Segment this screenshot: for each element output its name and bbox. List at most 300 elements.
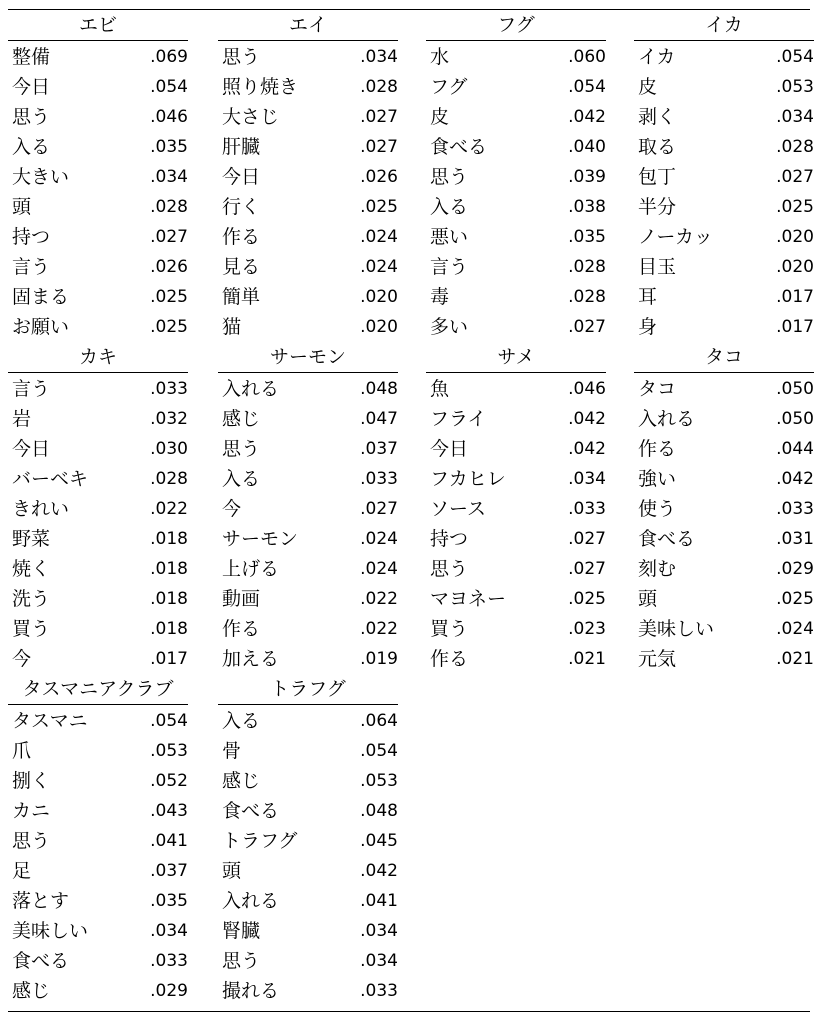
value-cell: .038 bbox=[568, 197, 606, 217]
word-cell: 腎臓 bbox=[222, 920, 261, 942]
value-cell: .026 bbox=[360, 167, 398, 187]
value-cell: .034 bbox=[360, 951, 398, 971]
word-cell: 感じ bbox=[222, 770, 261, 792]
word-cell: 美味しい bbox=[638, 618, 715, 640]
word-cell: 感じ bbox=[12, 980, 51, 1002]
group-header: タコ bbox=[704, 346, 743, 368]
table-row bbox=[218, 42, 398, 72]
group-header: タスマニアクラブ bbox=[22, 678, 174, 700]
table-row bbox=[218, 434, 398, 464]
value-cell: .018 bbox=[150, 559, 188, 579]
word-cell: フカヒレ bbox=[430, 468, 506, 490]
value-cell: .024 bbox=[360, 227, 398, 247]
value-cell: .019 bbox=[360, 649, 398, 669]
table-row bbox=[8, 584, 188, 614]
value-cell: .069 bbox=[150, 47, 188, 67]
table-row bbox=[634, 222, 814, 252]
word-cell: 岩 bbox=[12, 408, 32, 430]
value-cell: .033 bbox=[150, 379, 188, 399]
table-row bbox=[634, 584, 814, 614]
word-cell: 加える bbox=[222, 648, 280, 670]
value-cell: .023 bbox=[568, 619, 606, 639]
table-row bbox=[218, 826, 398, 856]
word-cell: 入る bbox=[222, 468, 261, 490]
table-row bbox=[426, 404, 606, 434]
word-cell: 毒 bbox=[430, 286, 450, 308]
table-group bbox=[218, 10, 398, 340]
value-cell: .052 bbox=[150, 771, 188, 791]
value-cell: .022 bbox=[360, 589, 398, 609]
table-row bbox=[218, 374, 398, 404]
value-cell: .018 bbox=[150, 619, 188, 639]
word-cell: 包丁 bbox=[638, 166, 677, 188]
value-cell: .034 bbox=[568, 469, 606, 489]
value-cell: .041 bbox=[360, 891, 398, 911]
group-header: イカ bbox=[705, 14, 743, 36]
table-row bbox=[634, 192, 814, 222]
group-header: トラフグ bbox=[270, 678, 346, 700]
value-cell: .017 bbox=[776, 287, 814, 307]
value-cell: .053 bbox=[360, 771, 398, 791]
word-cell: 猫 bbox=[222, 316, 242, 338]
table-row bbox=[218, 404, 398, 434]
value-cell: .033 bbox=[776, 499, 814, 519]
word-cell: フライ bbox=[430, 408, 487, 430]
group-header-rule bbox=[634, 372, 814, 373]
group-header-rule bbox=[8, 704, 188, 705]
value-cell: .021 bbox=[776, 649, 814, 669]
word-cell: 元気 bbox=[638, 648, 677, 670]
value-cell: .053 bbox=[776, 77, 814, 97]
table-group bbox=[426, 342, 606, 672]
word-cell: サーモン bbox=[222, 528, 299, 550]
word-cell: きれい bbox=[12, 498, 70, 520]
word-cell: 整備 bbox=[12, 46, 51, 68]
group-header-rule bbox=[8, 40, 188, 41]
value-cell: .054 bbox=[776, 47, 814, 67]
word-cell: 動画 bbox=[222, 588, 261, 610]
word-cell: 上げる bbox=[222, 558, 280, 580]
word-cell: 作る bbox=[638, 438, 677, 460]
word-cell: トラフグ bbox=[222, 830, 298, 852]
table-row bbox=[426, 434, 606, 464]
table-row bbox=[218, 524, 398, 554]
word-cell: 食べる bbox=[12, 950, 70, 972]
group-header: サメ bbox=[497, 346, 535, 368]
word-cell: 思う bbox=[222, 46, 261, 68]
table-row bbox=[218, 192, 398, 222]
table-row bbox=[634, 252, 814, 282]
value-cell: .034 bbox=[776, 107, 814, 127]
table-row bbox=[8, 494, 188, 524]
word-cell: 身 bbox=[638, 316, 658, 338]
word-cell: 焼く bbox=[12, 558, 51, 580]
word-cell: タスマニ bbox=[12, 710, 88, 732]
word-cell: 思う bbox=[12, 106, 51, 128]
value-cell: .033 bbox=[360, 469, 398, 489]
table-group bbox=[218, 342, 398, 672]
value-cell: .039 bbox=[568, 167, 606, 187]
table-group bbox=[8, 674, 188, 1004]
word-cell: 思う bbox=[430, 558, 469, 580]
word-cell: フグ bbox=[430, 76, 468, 98]
value-cell: .020 bbox=[776, 227, 814, 247]
table-row bbox=[8, 434, 188, 464]
word-cell: 耳 bbox=[638, 286, 658, 308]
word-cell: バーベキ bbox=[12, 468, 89, 490]
value-cell: .017 bbox=[776, 317, 814, 337]
table-group bbox=[634, 10, 814, 340]
word-cell: 入る bbox=[430, 196, 469, 218]
table-bottom-rule bbox=[8, 1011, 810, 1012]
table-block bbox=[8, 674, 810, 1004]
word-cell: 入れる bbox=[222, 890, 280, 912]
table-row bbox=[218, 464, 398, 494]
table-row bbox=[218, 644, 398, 674]
table-row bbox=[634, 644, 814, 674]
word-cell: 落とす bbox=[12, 890, 70, 912]
value-cell: .027 bbox=[568, 317, 606, 337]
word-cell: 思う bbox=[222, 438, 261, 460]
table-row bbox=[426, 464, 606, 494]
value-cell: .048 bbox=[360, 801, 398, 821]
value-cell: .028 bbox=[568, 287, 606, 307]
word-cell: 作る bbox=[430, 648, 469, 670]
word-cell: ノーカッ bbox=[638, 226, 713, 248]
word-cell: 野菜 bbox=[12, 528, 51, 550]
value-cell: .054 bbox=[150, 77, 188, 97]
word-cell: タコ bbox=[638, 378, 677, 400]
table-row bbox=[634, 434, 814, 464]
word-cell: 入る bbox=[12, 136, 51, 158]
table-group bbox=[8, 10, 188, 340]
word-cell: 思う bbox=[222, 950, 261, 972]
word-cell: 固まる bbox=[12, 286, 70, 308]
word-cell: 今日 bbox=[430, 438, 469, 460]
word-cell: 今 bbox=[222, 498, 242, 520]
value-cell: .031 bbox=[776, 529, 814, 549]
word-cell: 皮 bbox=[638, 76, 658, 98]
value-cell: .033 bbox=[568, 499, 606, 519]
value-cell: .034 bbox=[150, 167, 188, 187]
value-cell: .044 bbox=[776, 439, 814, 459]
value-cell: .046 bbox=[568, 379, 606, 399]
value-cell: .032 bbox=[150, 409, 188, 429]
word-cell: 今日 bbox=[12, 76, 51, 98]
table-group bbox=[218, 674, 398, 1004]
group-header: サーモン bbox=[269, 346, 346, 368]
table-row bbox=[426, 494, 606, 524]
value-cell: .034 bbox=[150, 921, 188, 941]
word-cell: 入る bbox=[222, 710, 261, 732]
value-cell: .024 bbox=[360, 559, 398, 579]
value-cell: .025 bbox=[776, 197, 814, 217]
value-cell: .041 bbox=[150, 831, 188, 851]
value-cell: .054 bbox=[360, 741, 398, 761]
table-row bbox=[634, 312, 814, 342]
word-cell: お願い bbox=[12, 316, 70, 338]
value-cell: .024 bbox=[360, 529, 398, 549]
group-header-rule bbox=[218, 40, 398, 41]
table-row bbox=[634, 42, 814, 72]
word-cell: 美味しい bbox=[12, 920, 89, 942]
value-cell: .025 bbox=[776, 589, 814, 609]
table-row bbox=[8, 856, 188, 886]
table-row bbox=[8, 644, 188, 674]
word-cell: 半分 bbox=[638, 196, 677, 218]
value-cell: .027 bbox=[360, 137, 398, 157]
table-row bbox=[218, 162, 398, 192]
table-row bbox=[8, 524, 188, 554]
table-group bbox=[426, 10, 606, 340]
value-cell: .018 bbox=[150, 589, 188, 609]
table-row bbox=[8, 374, 188, 404]
word-cell: 洗う bbox=[12, 588, 51, 610]
table-row bbox=[8, 312, 188, 342]
table-row bbox=[218, 976, 398, 1006]
word-cell: 言う bbox=[430, 256, 469, 278]
word-cell: 言う bbox=[12, 378, 51, 400]
word-cell: 感じ bbox=[222, 408, 261, 430]
value-cell: .027 bbox=[150, 227, 188, 247]
word-cell: 刻む bbox=[638, 558, 677, 580]
value-cell: .042 bbox=[568, 439, 606, 459]
word-cell: 骨 bbox=[222, 740, 242, 762]
value-cell: .029 bbox=[776, 559, 814, 579]
word-cell: 食べる bbox=[222, 800, 280, 822]
value-cell: .021 bbox=[568, 649, 606, 669]
word-cell: 捌く bbox=[12, 770, 51, 792]
table-row bbox=[218, 72, 398, 102]
word-cell: マヨネー bbox=[430, 588, 507, 610]
table-block bbox=[8, 10, 814, 340]
value-cell: .025 bbox=[568, 589, 606, 609]
value-cell: .048 bbox=[360, 379, 398, 399]
word-cell: 目玉 bbox=[638, 256, 677, 278]
value-cell: .027 bbox=[360, 107, 398, 127]
word-cell: 作る bbox=[222, 618, 261, 640]
value-cell: .018 bbox=[150, 529, 188, 549]
table-row bbox=[634, 404, 814, 434]
table-row bbox=[8, 282, 188, 312]
table-row bbox=[218, 584, 398, 614]
value-cell: .037 bbox=[150, 861, 188, 881]
table-row bbox=[218, 946, 398, 976]
value-cell: .027 bbox=[776, 167, 814, 187]
value-cell: .043 bbox=[150, 801, 188, 821]
table-row bbox=[218, 102, 398, 132]
table-row bbox=[8, 706, 188, 736]
table-row bbox=[634, 72, 814, 102]
table-row bbox=[8, 946, 188, 976]
value-cell: .030 bbox=[150, 439, 188, 459]
table-row bbox=[8, 42, 188, 72]
value-cell: .050 bbox=[776, 379, 814, 399]
table-row bbox=[426, 162, 606, 192]
value-cell: .025 bbox=[150, 287, 188, 307]
value-cell: .025 bbox=[150, 317, 188, 337]
word-cell: 足 bbox=[12, 860, 32, 882]
value-cell: .028 bbox=[776, 137, 814, 157]
value-cell: .046 bbox=[150, 107, 188, 127]
value-cell: .042 bbox=[568, 107, 606, 127]
word-cell: 頭 bbox=[638, 588, 658, 610]
table-row bbox=[426, 282, 606, 312]
table-row bbox=[634, 162, 814, 192]
word-cell: 強い bbox=[638, 468, 677, 490]
word-cell: 食べる bbox=[638, 528, 696, 550]
table-row bbox=[426, 374, 606, 404]
table-row bbox=[8, 252, 188, 282]
word-cell: カニ bbox=[12, 800, 51, 822]
table-row bbox=[8, 554, 188, 584]
table-row bbox=[8, 404, 188, 434]
word-cell: 取る bbox=[638, 136, 677, 158]
value-cell: .034 bbox=[360, 921, 398, 941]
value-cell: .025 bbox=[360, 197, 398, 217]
word-cell: 照り焼き bbox=[222, 76, 299, 98]
word-cell: 剥く bbox=[638, 106, 677, 128]
table-row bbox=[634, 554, 814, 584]
table-row bbox=[8, 222, 188, 252]
table-row bbox=[634, 374, 814, 404]
value-cell: .042 bbox=[776, 469, 814, 489]
table-row bbox=[218, 856, 398, 886]
table-row bbox=[426, 72, 606, 102]
word-cell: 魚 bbox=[430, 378, 450, 400]
table-row bbox=[218, 614, 398, 644]
word-cell: 水 bbox=[430, 46, 450, 68]
value-cell: .026 bbox=[150, 257, 188, 277]
value-cell: .064 bbox=[360, 711, 398, 731]
table-row bbox=[8, 766, 188, 796]
value-cell: .027 bbox=[568, 559, 606, 579]
value-cell: .047 bbox=[360, 409, 398, 429]
word-cell: 作る bbox=[222, 226, 261, 248]
table-row bbox=[218, 554, 398, 584]
value-cell: .060 bbox=[568, 47, 606, 67]
word-cell: 爪 bbox=[12, 740, 32, 762]
word-cell: 今日 bbox=[12, 438, 51, 460]
table-row bbox=[426, 644, 606, 674]
table-row bbox=[426, 554, 606, 584]
value-cell: .035 bbox=[568, 227, 606, 247]
word-cell: 簡単 bbox=[222, 286, 261, 308]
table-row bbox=[634, 132, 814, 162]
table-row bbox=[8, 796, 188, 826]
value-cell: .022 bbox=[150, 499, 188, 519]
table-row bbox=[426, 584, 606, 614]
table-row bbox=[426, 312, 606, 342]
group-header-rule bbox=[8, 372, 188, 373]
table-row bbox=[8, 102, 188, 132]
value-cell: .050 bbox=[776, 409, 814, 429]
word-cell: 撮れる bbox=[222, 980, 280, 1002]
group-header-rule bbox=[426, 40, 606, 41]
value-cell: .017 bbox=[150, 649, 188, 669]
value-cell: .027 bbox=[568, 529, 606, 549]
value-cell: .028 bbox=[150, 469, 188, 489]
table-row bbox=[426, 102, 606, 132]
table-row bbox=[218, 494, 398, 524]
value-cell: .045 bbox=[360, 831, 398, 851]
table-row bbox=[634, 524, 814, 554]
word-cell: 頭 bbox=[222, 860, 242, 882]
value-cell: .020 bbox=[776, 257, 814, 277]
table-row bbox=[218, 796, 398, 826]
word-cell: ソース bbox=[430, 498, 487, 520]
table-row bbox=[8, 826, 188, 856]
table-row bbox=[426, 222, 606, 252]
table-row bbox=[218, 886, 398, 916]
word-cell: 多い bbox=[430, 316, 469, 338]
value-cell: .020 bbox=[360, 317, 398, 337]
table-row bbox=[218, 132, 398, 162]
word-cell: 今 bbox=[12, 648, 32, 670]
table-row bbox=[218, 916, 398, 946]
value-cell: .054 bbox=[150, 711, 188, 731]
table-row bbox=[634, 494, 814, 524]
word-cell: 大さじ bbox=[222, 106, 280, 128]
table-row bbox=[8, 132, 188, 162]
group-header: エイ bbox=[288, 14, 327, 36]
table-row bbox=[218, 312, 398, 342]
table-row bbox=[218, 706, 398, 736]
value-cell: .028 bbox=[360, 77, 398, 97]
word-cell: 持つ bbox=[12, 226, 51, 248]
group-header: エビ bbox=[78, 14, 117, 36]
word-cell: 思う bbox=[12, 830, 51, 852]
group-header: カキ bbox=[78, 346, 117, 368]
value-cell: .034 bbox=[360, 47, 398, 67]
value-cell: .028 bbox=[568, 257, 606, 277]
table-row bbox=[426, 192, 606, 222]
value-cell: .027 bbox=[360, 499, 398, 519]
table-row bbox=[218, 282, 398, 312]
value-cell: .035 bbox=[150, 891, 188, 911]
table-row bbox=[634, 464, 814, 494]
value-cell: .028 bbox=[150, 197, 188, 217]
word-cell: 肝臓 bbox=[222, 136, 261, 158]
table-row bbox=[426, 252, 606, 282]
table-row bbox=[8, 916, 188, 946]
table-row bbox=[8, 614, 188, 644]
word-cell: 言う bbox=[12, 256, 51, 278]
group-header-rule bbox=[634, 40, 814, 41]
word-cell: 持つ bbox=[430, 528, 469, 550]
group-header: フグ bbox=[497, 14, 535, 36]
table-group bbox=[8, 342, 188, 672]
word-cell: 大きい bbox=[12, 166, 70, 188]
value-cell: .040 bbox=[568, 137, 606, 157]
word-cell: 入れる bbox=[638, 408, 696, 430]
word-cell: 買う bbox=[12, 618, 51, 640]
table-row bbox=[8, 192, 188, 222]
value-cell: .037 bbox=[360, 439, 398, 459]
word-cell: 思う bbox=[430, 166, 469, 188]
value-cell: .020 bbox=[360, 287, 398, 307]
word-cell: 入れる bbox=[222, 378, 280, 400]
word-cell: 使う bbox=[638, 498, 677, 520]
table-row bbox=[426, 614, 606, 644]
value-cell: .024 bbox=[360, 257, 398, 277]
table-row bbox=[8, 976, 188, 1006]
word-cell: 食べる bbox=[430, 136, 488, 158]
value-cell: .033 bbox=[150, 951, 188, 971]
value-cell: .029 bbox=[150, 981, 188, 1001]
table-row bbox=[426, 524, 606, 554]
value-cell: .035 bbox=[150, 137, 188, 157]
